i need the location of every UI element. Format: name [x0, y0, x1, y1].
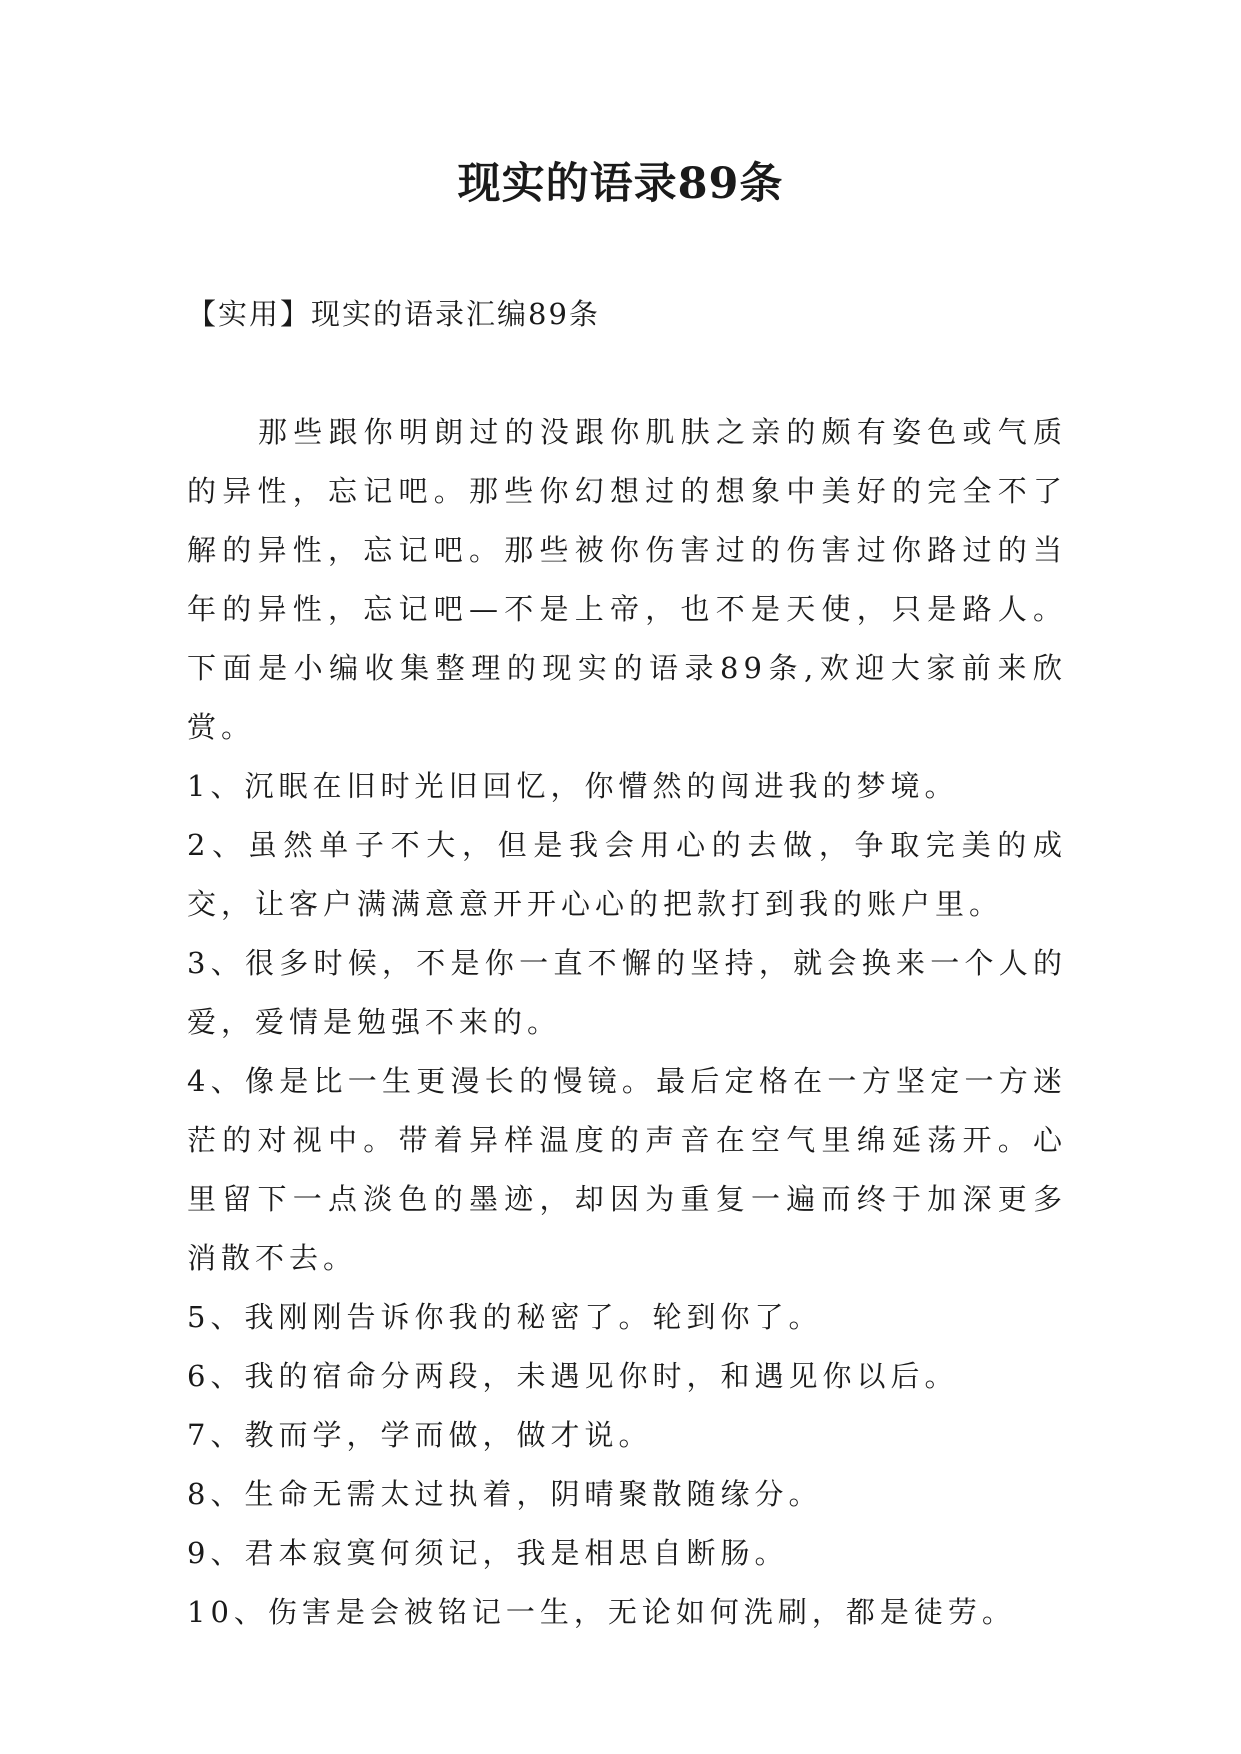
list-item: 1、沉眠在旧时光旧回忆，你懵然的闯进我的梦境。: [187, 769, 959, 803]
document-body: [187, 403, 1067, 1642]
document-title: 现实的语录89条: [457, 159, 784, 209]
list-item: 6、我的宿命分两段，未遇见你时，和遇见你以后。: [187, 1359, 959, 1393]
list-item: 5、我刚刚告诉你我的秘密了。轮到你了。: [187, 1300, 823, 1334]
list-item: 2、虽然单子不大，但是我会用心的去做，争取完美的成交，让客户满满意意开开心心的把款打到我的账户里。: [187, 828, 1067, 921]
intro-paragraph: 那些跟你明朗过的没跟你肌肤之亲的颇有姿色或气质的异性，忘记吧。那些你幻想过的想象中美好的完全不了解的异性，忘记吧。那些被你伤害过的伤害过你路过的当年的异性，忘记吧—不是上帝，也不是天使，只是路人。下面是小编收集整理的现实的语录89条,欢迎大家前来欣赏。: [187, 415, 1067, 744]
list-item: 4、像是比一生更漫长的慢镜。最后定格在一方坚定一方迷茫的对视中。带着异样温度的声音在空气里绵延荡开。心里留下一点淡色的墨迹，却因为重复一遍而终于加深更多消散不去。: [187, 1064, 1067, 1275]
list-item: 3、很多时候，不是你一直不懈的坚持，就会换来一个人的爱，爱情是勉强不来的。: [187, 946, 1067, 1039]
document-subtitle: 【实用】现实的语录汇编89条: [187, 297, 600, 331]
list-item: 9、君本寂寞何须记，我是相思自断肠。: [187, 1536, 789, 1570]
list-item: 7、教而学，学而做，做才说。: [187, 1418, 653, 1452]
list-item: 8、生命无需太过执着，阴晴聚散随缘分。: [187, 1477, 823, 1511]
list-item: 10、伤害是会被铭记一生，无论如何洗刷，都是徒劳。: [187, 1595, 1016, 1629]
